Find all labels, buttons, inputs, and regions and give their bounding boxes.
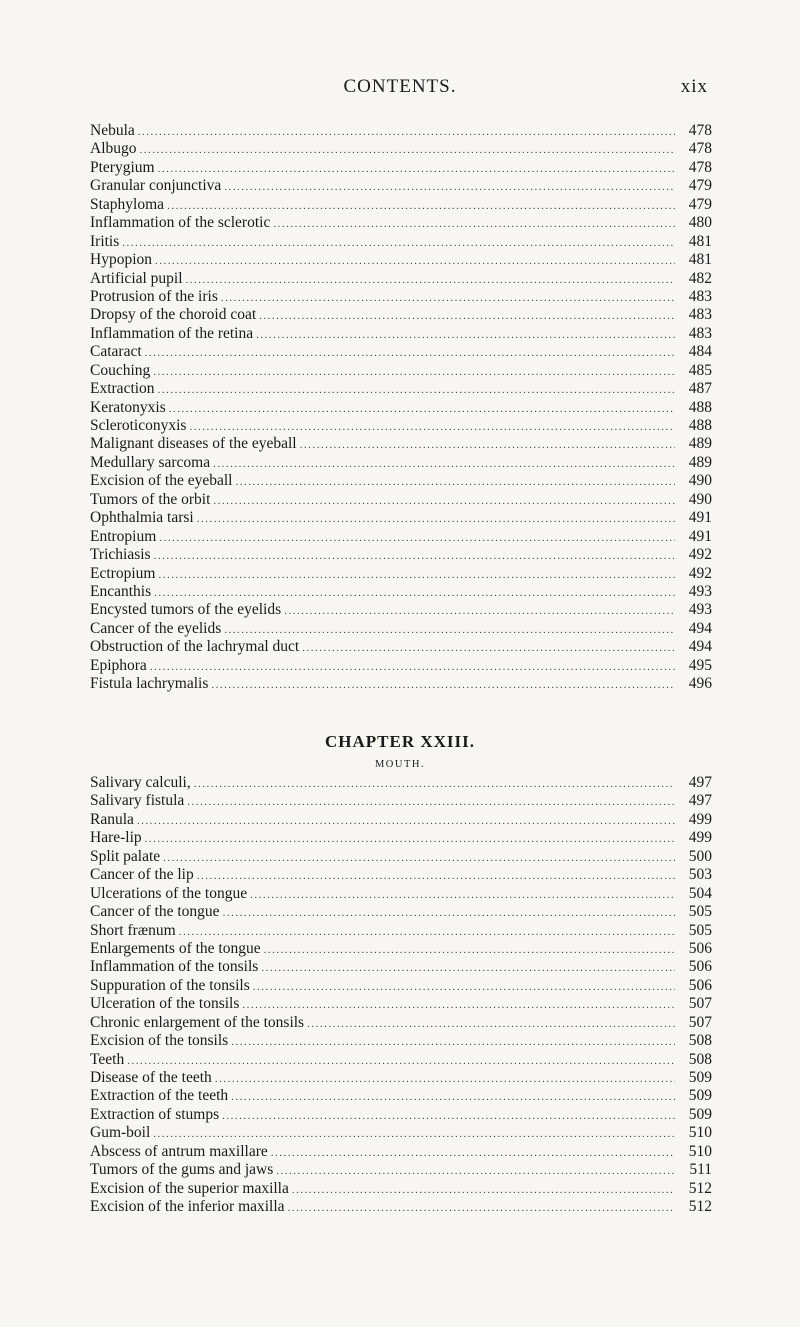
toc-entry	[90, 958, 712, 976]
chapter-heading: CHAPTER XXIII.	[324, 732, 476, 751]
toc-entry-page: 489	[688, 453, 712, 471]
toc-entry	[90, 399, 712, 417]
toc-entry-label: Inflammation of the sclerotic	[90, 214, 271, 232]
running-header	[0, 76, 800, 100]
toc-entry-page: 509	[688, 1105, 712, 1123]
toc-entry-page: 479	[688, 195, 712, 213]
toc-entry-page: 500	[688, 847, 712, 865]
toc-entry-label: Excision of the tonsils	[90, 1032, 229, 1050]
toc-entry	[90, 472, 712, 490]
dot-leader	[222, 1107, 675, 1125]
toc-entry-page: 487	[688, 380, 712, 398]
toc-entry	[90, 306, 712, 324]
dot-leader	[145, 344, 675, 362]
toc-entry-page: 478	[688, 140, 712, 158]
toc-entry-label: Trichiasis	[90, 546, 151, 564]
toc-entry	[90, 638, 712, 656]
toc-entry	[90, 140, 712, 158]
toc-entry	[90, 1198, 712, 1216]
toc-entry-page: 483	[688, 324, 712, 342]
toc-entry-label: Gum-boil	[90, 1124, 151, 1142]
dot-leader	[197, 510, 675, 528]
dot-leader	[187, 793, 675, 811]
toc-entry-page: 507	[688, 1013, 712, 1031]
dot-leader	[211, 676, 675, 694]
toc-entry-label: Cancer of the eyelids	[90, 619, 222, 637]
toc-entry-page: 504	[688, 884, 712, 902]
toc-entry-page: 505	[688, 921, 712, 939]
toc-entry-page: 506	[688, 958, 712, 976]
toc-entry	[90, 528, 712, 546]
toc-entry-page: 512	[688, 1179, 712, 1197]
dot-leader	[224, 621, 675, 639]
toc-entry-label: Ulcerations of the tongue	[90, 884, 248, 902]
toc-entry-label: Cataract	[90, 343, 142, 361]
toc-entry	[90, 565, 712, 583]
toc-entry	[90, 1014, 712, 1032]
toc-entry-label: Malignant diseases of the eyeball	[90, 435, 297, 453]
toc-section-mouth	[90, 774, 712, 1217]
toc-entry-page: 491	[688, 509, 712, 527]
toc-entry-page: 509	[688, 1087, 712, 1105]
dot-leader	[256, 326, 675, 344]
toc-entry-label: Scleroticonyxis	[90, 417, 187, 434]
dot-leader	[158, 160, 675, 178]
toc-entry	[90, 774, 712, 792]
dot-leader	[224, 178, 675, 196]
toc-entry-page: 484	[688, 343, 712, 361]
dot-leader	[284, 602, 675, 620]
toc-entry-label: Encysted tumors of the eyelids	[90, 601, 282, 619]
toc-entry-label: Chronic enlargement of the tonsils	[90, 1013, 305, 1031]
toc-entry	[90, 435, 712, 453]
toc-entry	[90, 977, 712, 995]
toc-entry-page: 495	[688, 656, 712, 674]
toc-entry-label: Salivary calculi,	[90, 774, 191, 791]
toc-entry-label: Teeth	[90, 1050, 125, 1068]
dot-leader	[155, 252, 675, 270]
toc-entry	[90, 1106, 712, 1124]
toc-entry	[90, 829, 712, 847]
toc-entry-label: Fistula lachrymalis	[90, 675, 209, 693]
dot-leader	[253, 978, 675, 996]
toc-entry-label: Ulceration of the tonsils	[90, 995, 240, 1013]
dot-leader	[158, 566, 675, 584]
dot-leader	[235, 473, 675, 491]
toc-section-eye	[90, 122, 712, 694]
toc-entry-label: Ranula	[90, 810, 134, 828]
toc-entry-page: 480	[688, 214, 712, 232]
toc-entry-page: 494	[688, 619, 712, 637]
toc-entry	[90, 866, 712, 884]
toc-entry-page: 499	[688, 829, 712, 847]
dot-leader	[127, 1052, 675, 1070]
dot-leader	[122, 234, 675, 252]
toc-entry	[90, 509, 712, 527]
dot-leader	[250, 886, 675, 904]
dot-leader	[276, 1162, 675, 1180]
toc-entry	[90, 1180, 712, 1198]
toc-entry-label: Protrusion of the iris	[90, 287, 218, 305]
toc-entry	[90, 1069, 712, 1087]
dot-leader	[259, 307, 675, 325]
toc-entry-label: Hare-lip	[90, 829, 142, 847]
toc-entry	[90, 122, 712, 140]
toc-entry	[90, 1124, 712, 1142]
dot-leader	[213, 492, 675, 510]
dot-leader	[153, 1125, 675, 1143]
toc-entry	[90, 362, 712, 380]
toc-entry-label: Extraction of stumps	[90, 1105, 220, 1123]
toc-entry-page: 493	[688, 601, 712, 619]
toc-entry	[90, 811, 712, 829]
toc-entry-page: 490	[688, 490, 712, 508]
toc-entry-label: Artificial pupil	[90, 269, 183, 287]
toc-entry-page: 510	[688, 1142, 712, 1160]
dot-leader	[137, 812, 675, 830]
toc-entry-label: Albugo	[90, 140, 137, 158]
toc-entry	[90, 583, 712, 601]
toc-entry-label: Keratonyxis	[90, 398, 166, 416]
dot-leader	[213, 455, 675, 473]
dot-leader	[288, 1199, 675, 1217]
dot-leader	[159, 529, 675, 547]
toc-entry-page: 512	[688, 1198, 712, 1216]
dot-leader	[273, 215, 675, 233]
toc-entry-page: 494	[688, 638, 712, 656]
toc-entry-page: 489	[688, 435, 712, 453]
toc-entry-label: Couching	[90, 361, 151, 379]
toc-entry-label: Extraction	[90, 380, 155, 398]
toc-entry	[90, 1032, 712, 1050]
dot-leader	[189, 418, 675, 436]
toc-entry-page: 490	[688, 472, 712, 490]
toc-entry-page: 510	[688, 1124, 712, 1142]
toc-entry-page: 511	[689, 1161, 712, 1179]
toc-entry-label: Tumors of the gums and jaws	[90, 1161, 274, 1179]
toc-entry-page: 483	[688, 287, 712, 305]
toc-entry	[90, 922, 712, 940]
toc-entry-page: 488	[688, 398, 712, 416]
toc-entry-page: 492	[688, 564, 712, 582]
toc-entry-label: Iritis	[90, 232, 120, 250]
toc-entry-label: Dropsy of the choroid coat	[90, 306, 257, 324]
toc-entry-label: Suppuration of the tonsils	[90, 976, 250, 994]
toc-entry-page: 479	[688, 177, 712, 195]
dot-leader	[194, 775, 675, 793]
toc-entry	[90, 325, 712, 343]
toc-entry	[90, 1143, 712, 1161]
toc-entry	[90, 848, 712, 866]
toc-entry-label: Entropium	[90, 527, 157, 545]
dot-leader	[242, 996, 675, 1014]
toc-entry	[90, 196, 712, 214]
toc-entry-page: 503	[688, 866, 712, 884]
toc-entry-label: Inflammation of the tonsils	[90, 958, 259, 976]
dot-leader	[197, 867, 675, 885]
toc-entry-page: 506	[688, 939, 712, 957]
dot-leader	[186, 271, 675, 289]
toc-entry	[90, 601, 712, 619]
toc-entry-label: Extraction of the teeth	[90, 1087, 229, 1105]
toc-entry-label: Excision of the eyeball	[90, 472, 233, 490]
toc-entry-page: 507	[688, 995, 712, 1013]
dot-leader	[158, 381, 675, 399]
toc-entry-label: Obstruction of the lachrymal duct	[90, 638, 300, 656]
toc-entry	[90, 233, 712, 251]
toc-entry	[90, 1087, 712, 1105]
toc-entry-label: Encanthis	[90, 582, 152, 600]
toc-entry-page: 478	[688, 122, 712, 139]
dot-leader	[215, 1070, 675, 1088]
toc-entry-label: Split palate	[90, 847, 161, 865]
dot-leader	[169, 400, 675, 418]
dot-leader	[167, 197, 675, 215]
toc-entry	[90, 214, 712, 232]
toc-entry	[90, 288, 712, 306]
toc-entry-label: Disease of the teeth	[90, 1069, 212, 1086]
dot-leader	[154, 547, 675, 565]
toc-entry-page: 508	[688, 1032, 712, 1050]
toc-entry	[90, 177, 712, 195]
toc-entry-page: 492	[688, 546, 712, 564]
toc-entry	[90, 995, 712, 1013]
toc-entry-label: Granular conjunctiva	[90, 177, 222, 195]
toc-entry-page: 509	[688, 1069, 712, 1086]
toc-entry-page: 497	[688, 792, 712, 810]
dot-leader	[300, 436, 675, 454]
toc-entry-page: 499	[688, 810, 712, 828]
dot-leader	[292, 1181, 675, 1199]
toc-entry	[90, 380, 712, 398]
toc-entry	[90, 270, 712, 288]
dot-leader	[163, 849, 675, 867]
toc-entry-label: Tumors of the orbit	[90, 490, 211, 508]
toc-entry-label: Staphyloma	[90, 195, 165, 213]
toc-entry-label: Short frænum	[90, 921, 176, 939]
dot-leader	[179, 923, 675, 941]
dot-leader	[145, 830, 675, 848]
toc-entry	[90, 491, 712, 509]
dot-leader	[138, 123, 675, 141]
toc-entry-label: Nebula	[90, 122, 135, 139]
toc-entry-label: Excision of the superior maxilla	[90, 1179, 289, 1197]
dot-leader	[261, 959, 675, 977]
toc-entry-label: Abscess of antrum maxillare	[90, 1142, 268, 1160]
dot-leader	[223, 904, 675, 922]
toc-entry-page: 496	[688, 675, 712, 693]
toc-entry	[90, 885, 712, 903]
toc-entry-label: Cancer of the lip	[90, 866, 194, 884]
header-page-numeral: xix	[680, 76, 708, 97]
dot-leader	[154, 584, 675, 602]
toc-entry	[90, 1161, 712, 1179]
toc-entry-label: Medullary sarcoma	[90, 453, 211, 471]
toc-entry-label: Cancer of the tongue	[90, 903, 220, 921]
toc-entry-label: Inflammation of the retina	[90, 324, 254, 342]
toc-entry-page: 506	[688, 976, 712, 994]
toc-entry	[90, 792, 712, 810]
dot-leader	[231, 1088, 675, 1106]
header-title: CONTENTS.	[343, 76, 457, 97]
dot-leader	[271, 1144, 675, 1162]
toc-entry	[90, 657, 712, 675]
dot-leader	[150, 658, 675, 676]
toc-entry-page: 493	[688, 582, 712, 600]
toc-entry-label: Pterygium	[90, 158, 155, 176]
toc-entry-page: 478	[688, 158, 712, 176]
toc-entry-page: 481	[688, 251, 712, 269]
dot-leader	[140, 141, 676, 159]
dot-leader	[264, 941, 675, 959]
toc-entry	[90, 159, 712, 177]
toc-entry	[90, 343, 712, 361]
toc-entry	[90, 1051, 712, 1069]
toc-entry	[90, 675, 712, 693]
toc-entry-label: Enlargements of the tongue	[90, 939, 261, 957]
toc-entry-label: Hypopion	[90, 251, 152, 269]
toc-entry-page: 491	[688, 527, 712, 545]
toc-entry	[90, 940, 712, 958]
toc-entry-label: Excision of the inferior maxilla	[90, 1198, 285, 1216]
toc-entry	[90, 620, 712, 638]
dot-leader	[231, 1033, 675, 1051]
dot-leader	[302, 639, 675, 657]
toc-entry-label: Salivary fistula	[90, 792, 185, 810]
toc-entry-page: 497	[688, 774, 712, 791]
toc-entry-page: 505	[688, 903, 712, 921]
dot-leader	[307, 1015, 675, 1033]
toc-entry-page: 482	[688, 269, 712, 287]
dot-leader	[153, 363, 675, 381]
toc-entry-label: Epiphora	[90, 656, 147, 674]
toc-entry	[90, 546, 712, 564]
toc-entry-label: Ectropium	[90, 564, 156, 582]
toc-entry	[90, 454, 712, 472]
dot-leader	[221, 289, 675, 307]
toc-entry-page: 481	[688, 232, 712, 250]
toc-entry-page: 485	[688, 361, 712, 379]
chapter-subheading: MOUTH.	[374, 759, 426, 770]
toc-entry-label: Ophthalmia tarsi	[90, 509, 194, 527]
toc-entry-page: 488	[688, 417, 712, 434]
toc-entry	[90, 903, 712, 921]
toc-entry	[90, 251, 712, 269]
toc-entry-page: 483	[688, 306, 712, 324]
toc-entry	[90, 417, 712, 435]
toc-entry-page: 508	[688, 1050, 712, 1068]
